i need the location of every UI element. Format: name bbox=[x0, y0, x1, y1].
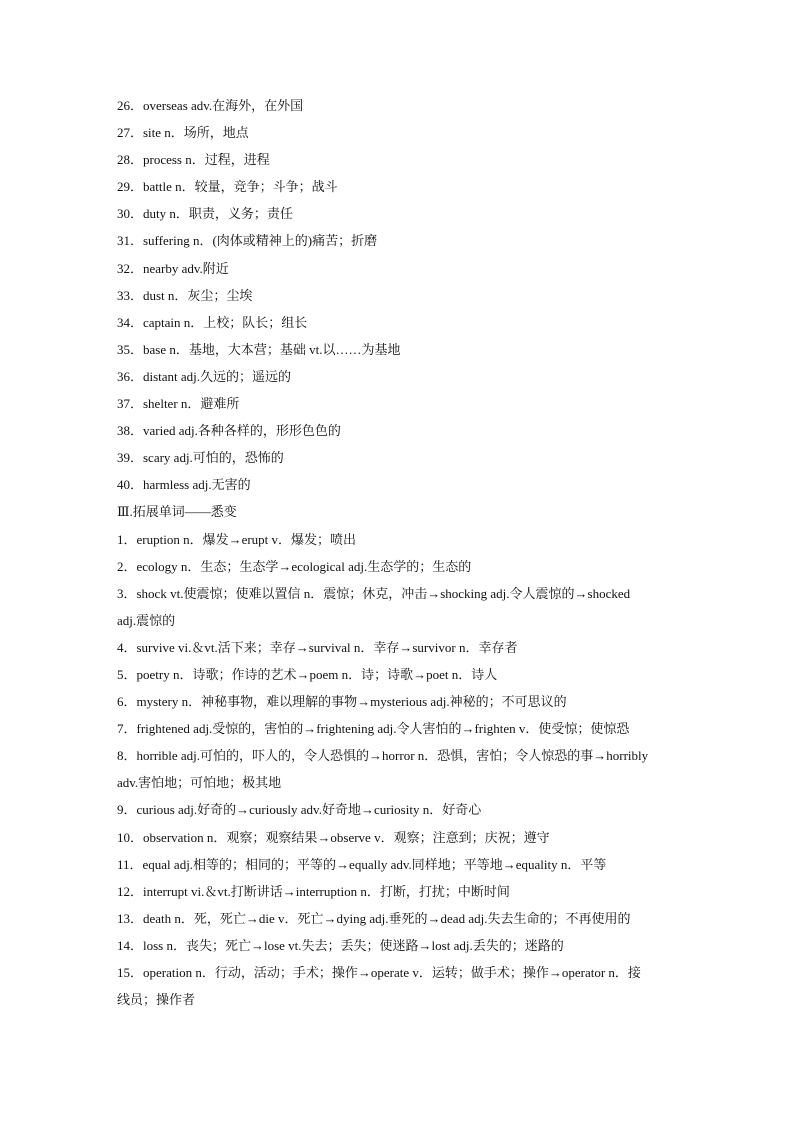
expanded-word-line: 13．death n．死，死亡→die v．死亡→dying adj.垂死的→dead adj.失去生命的；不再使用的 bbox=[117, 910, 631, 926]
page-content bbox=[117, 92, 682, 1013]
expanded-word-line: 12．interrupt vi.＆vt.打断讲话→interruption n．打断，打扰；中断时间 bbox=[117, 883, 510, 899]
vocab-line: 37．shelter n．避难所 bbox=[117, 396, 240, 412]
vocab-line: 34．captain n．上校；队长；组长 bbox=[117, 314, 308, 330]
section-title: Ⅲ.拓展单词——悉变 bbox=[117, 504, 237, 520]
expanded-word-line: 线员；操作者 bbox=[117, 992, 196, 1008]
expanded-word-line: 3．shock vt.使震惊；使难以置信 n．震惊；休克，冲击→shocking adj.令人震惊的→shocked bbox=[117, 585, 631, 601]
vocab-line: 38．varied adj.各种各样的，形形色色的 bbox=[117, 423, 341, 439]
expanded-word-line: 2．ecology n．生态；生态学→ecological adj.生态学的；生态的 bbox=[117, 558, 472, 574]
expanded-word-line: adj.震惊的 bbox=[117, 612, 176, 628]
expanded-word-line: 8．horrible adj.可怕的，吓人的，令人恐惧的→horror n．恐惧，害怕；令人惊恐的事→horribly bbox=[117, 748, 649, 764]
expanded-word-list bbox=[117, 526, 682, 1014]
vocab-line: 28．process n．过程，进程 bbox=[117, 152, 270, 168]
expanded-word-line: 10．observation n．观察；观察结果→observe v．观察；注意到；庆祝；遵守 bbox=[117, 829, 550, 845]
expanded-word-line: 4．survive vi.＆vt.活下来；幸存→survival n．幸存→survivor n．幸存者 bbox=[117, 639, 518, 655]
expanded-word-line: 5．poetry n．诗歌；作诗的艺术→poem n．诗；诗歌→poet n．诗人 bbox=[117, 666, 498, 682]
expanded-word-line: 14．loss n．丧失；死亡→lose vt.失去；丢失；使迷路→lost adj.丢失的；迷路的 bbox=[117, 937, 564, 953]
vocab-line: 31．suffering n．(肉体或精神上的)痛苦；折磨 bbox=[117, 233, 378, 249]
vocab-line: 39．scary adj.可怕的，恐怖的 bbox=[117, 450, 284, 466]
vocab-line: 27．site n．场所，地点 bbox=[117, 125, 249, 141]
vocab-line: 29．battle n．较量，竞争；斗争；战斗 bbox=[117, 179, 338, 195]
vocab-line: 33．dust n．灰尘；尘埃 bbox=[117, 287, 253, 303]
expanded-word-line: 7．frightened adj.受惊的，害怕的→frightening adj.令人害怕的→frighten v．使受惊；使惊恐 bbox=[117, 721, 630, 737]
vocab-line: 40．harmless adj.无害的 bbox=[117, 477, 251, 493]
vocab-line: 35．base n．基地，大本营；基础 vt.以……为基地 bbox=[117, 341, 401, 357]
expanded-word-line: 11．equal adj.相等的；相同的；平等的→equally adv.同样地；平等地→equality n．平等 bbox=[117, 856, 607, 872]
vocab-line: 26．overseas adv.在海外，在外国 bbox=[117, 98, 304, 113]
vocab-line: 36．distant adj.久远的；遥远的 bbox=[117, 368, 292, 384]
vocab-line: 30．duty n．职责，义务；责任 bbox=[117, 206, 293, 222]
vocab-line: 32．nearby adv.附近 bbox=[117, 260, 229, 276]
expanded-word-line: 15．operation n．行动，活动；手术；操作→operate v．运转；做手术；操作→operator n．接 bbox=[117, 965, 641, 980]
expanded-word-line: 6．mystery n．神秘事物，难以理解的事物→mysterious adj.神秘的；不可思议的 bbox=[117, 694, 567, 710]
expanded-word-line: adv.害怕地；可怕地；极其地 bbox=[117, 775, 282, 791]
expanded-word-line: 9．curious adj.好奇的→curiously adv.好奇地→curiosity n．好奇心 bbox=[117, 802, 482, 818]
expanded-word-line: 1．eruption n．爆发→erupt v．爆发；喷出 bbox=[117, 531, 357, 547]
vocab-list bbox=[117, 92, 682, 498]
